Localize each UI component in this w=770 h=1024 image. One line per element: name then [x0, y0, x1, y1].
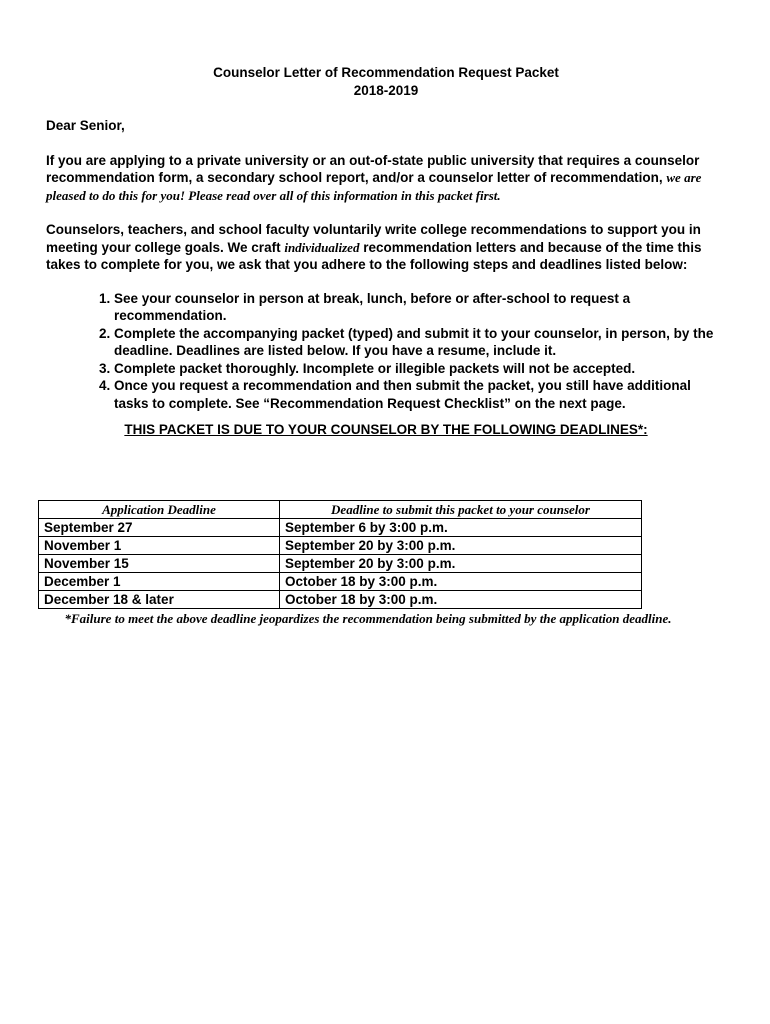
step-item: 4. Once you request a recommendation and then submit the packet, you still have additional tasks to complete. See “Recommendation Request Checklist” on the next page.	[114, 377, 726, 412]
steps-list	[46, 290, 726, 413]
packet-deadline-cell: October 18 by 3:00 p.m.	[280, 573, 642, 591]
salutation: Dear Senior,	[46, 118, 125, 133]
intro-italic-text: we are pleased to do this for you! Please read over all of this information in this packet first.	[46, 170, 702, 203]
application-deadline-cell: December 1	[39, 573, 280, 591]
column-header-packet-deadline: Deadline to submit this packet to your counselor	[280, 501, 642, 519]
table-header-row	[39, 501, 642, 519]
table-row	[39, 591, 642, 609]
application-deadline-cell: December 18 & later	[39, 591, 280, 609]
table-row	[39, 519, 642, 537]
packet-deadline-cell: October 18 by 3:00 p.m.	[280, 591, 642, 609]
process-paragraph	[46, 221, 726, 274]
due-heading: THIS PACKET IS DUE TO YOUR COUNSELOR BY THE FOLLOWING DEADLINES*:	[124, 422, 648, 437]
intro-text: If you are applying to a private university or an out-of-state public university that requires a counselor recommendation form, a secondary school report, and/or a counselor letter of recommendation,	[46, 152, 700, 185]
deadlines-table	[38, 500, 642, 609]
table-row	[39, 537, 642, 555]
deadline-footnote: *Failure to meet the above deadline jeopardizes the recommendation being submitted by the application deadline.	[64, 611, 672, 626]
process-text-before: Counselors, teachers, and school faculty voluntarily write college recommendations to support you in meeting your college goals. We craft	[46, 222, 701, 255]
step-item: 3. Complete packet thoroughly. Incomplete or illegible packets will not be accepted.	[114, 360, 726, 378]
table-row	[39, 573, 642, 591]
packet-deadline-cell: September 20 by 3:00 p.m.	[280, 537, 642, 555]
document-page	[46, 64, 726, 439]
packet-deadline-cell: September 20 by 3:00 p.m.	[280, 555, 642, 573]
step-item: 2. Complete the accompanying packet (typed) and submit it to your counselor, in person, by the deadline. Deadlines are listed below. If you have a resume, include it.	[114, 325, 726, 360]
table-row	[39, 555, 642, 573]
packet-deadline-cell: September 6 by 3:00 p.m.	[280, 519, 642, 537]
intro-paragraph	[46, 152, 726, 205]
column-header-application-deadline: Application Deadline	[39, 501, 280, 519]
school-year: 2018-2019	[353, 83, 419, 98]
application-deadline-cell: November 1	[39, 537, 280, 555]
step-item: 1. See your counselor in person at break, lunch, before or after-school to request a recommendation.	[114, 290, 726, 325]
application-deadline-cell: November 15	[39, 555, 280, 573]
process-italic-word: individualized	[284, 239, 360, 255]
application-deadline-cell: September 27	[39, 519, 280, 537]
document-title: Counselor Letter of Recommendation Request Packet	[213, 65, 559, 80]
process-text-after: recommendation letters and because of the time this takes to complete for you, we ask that you adhere to the following steps and deadlines listed below:	[46, 239, 702, 272]
